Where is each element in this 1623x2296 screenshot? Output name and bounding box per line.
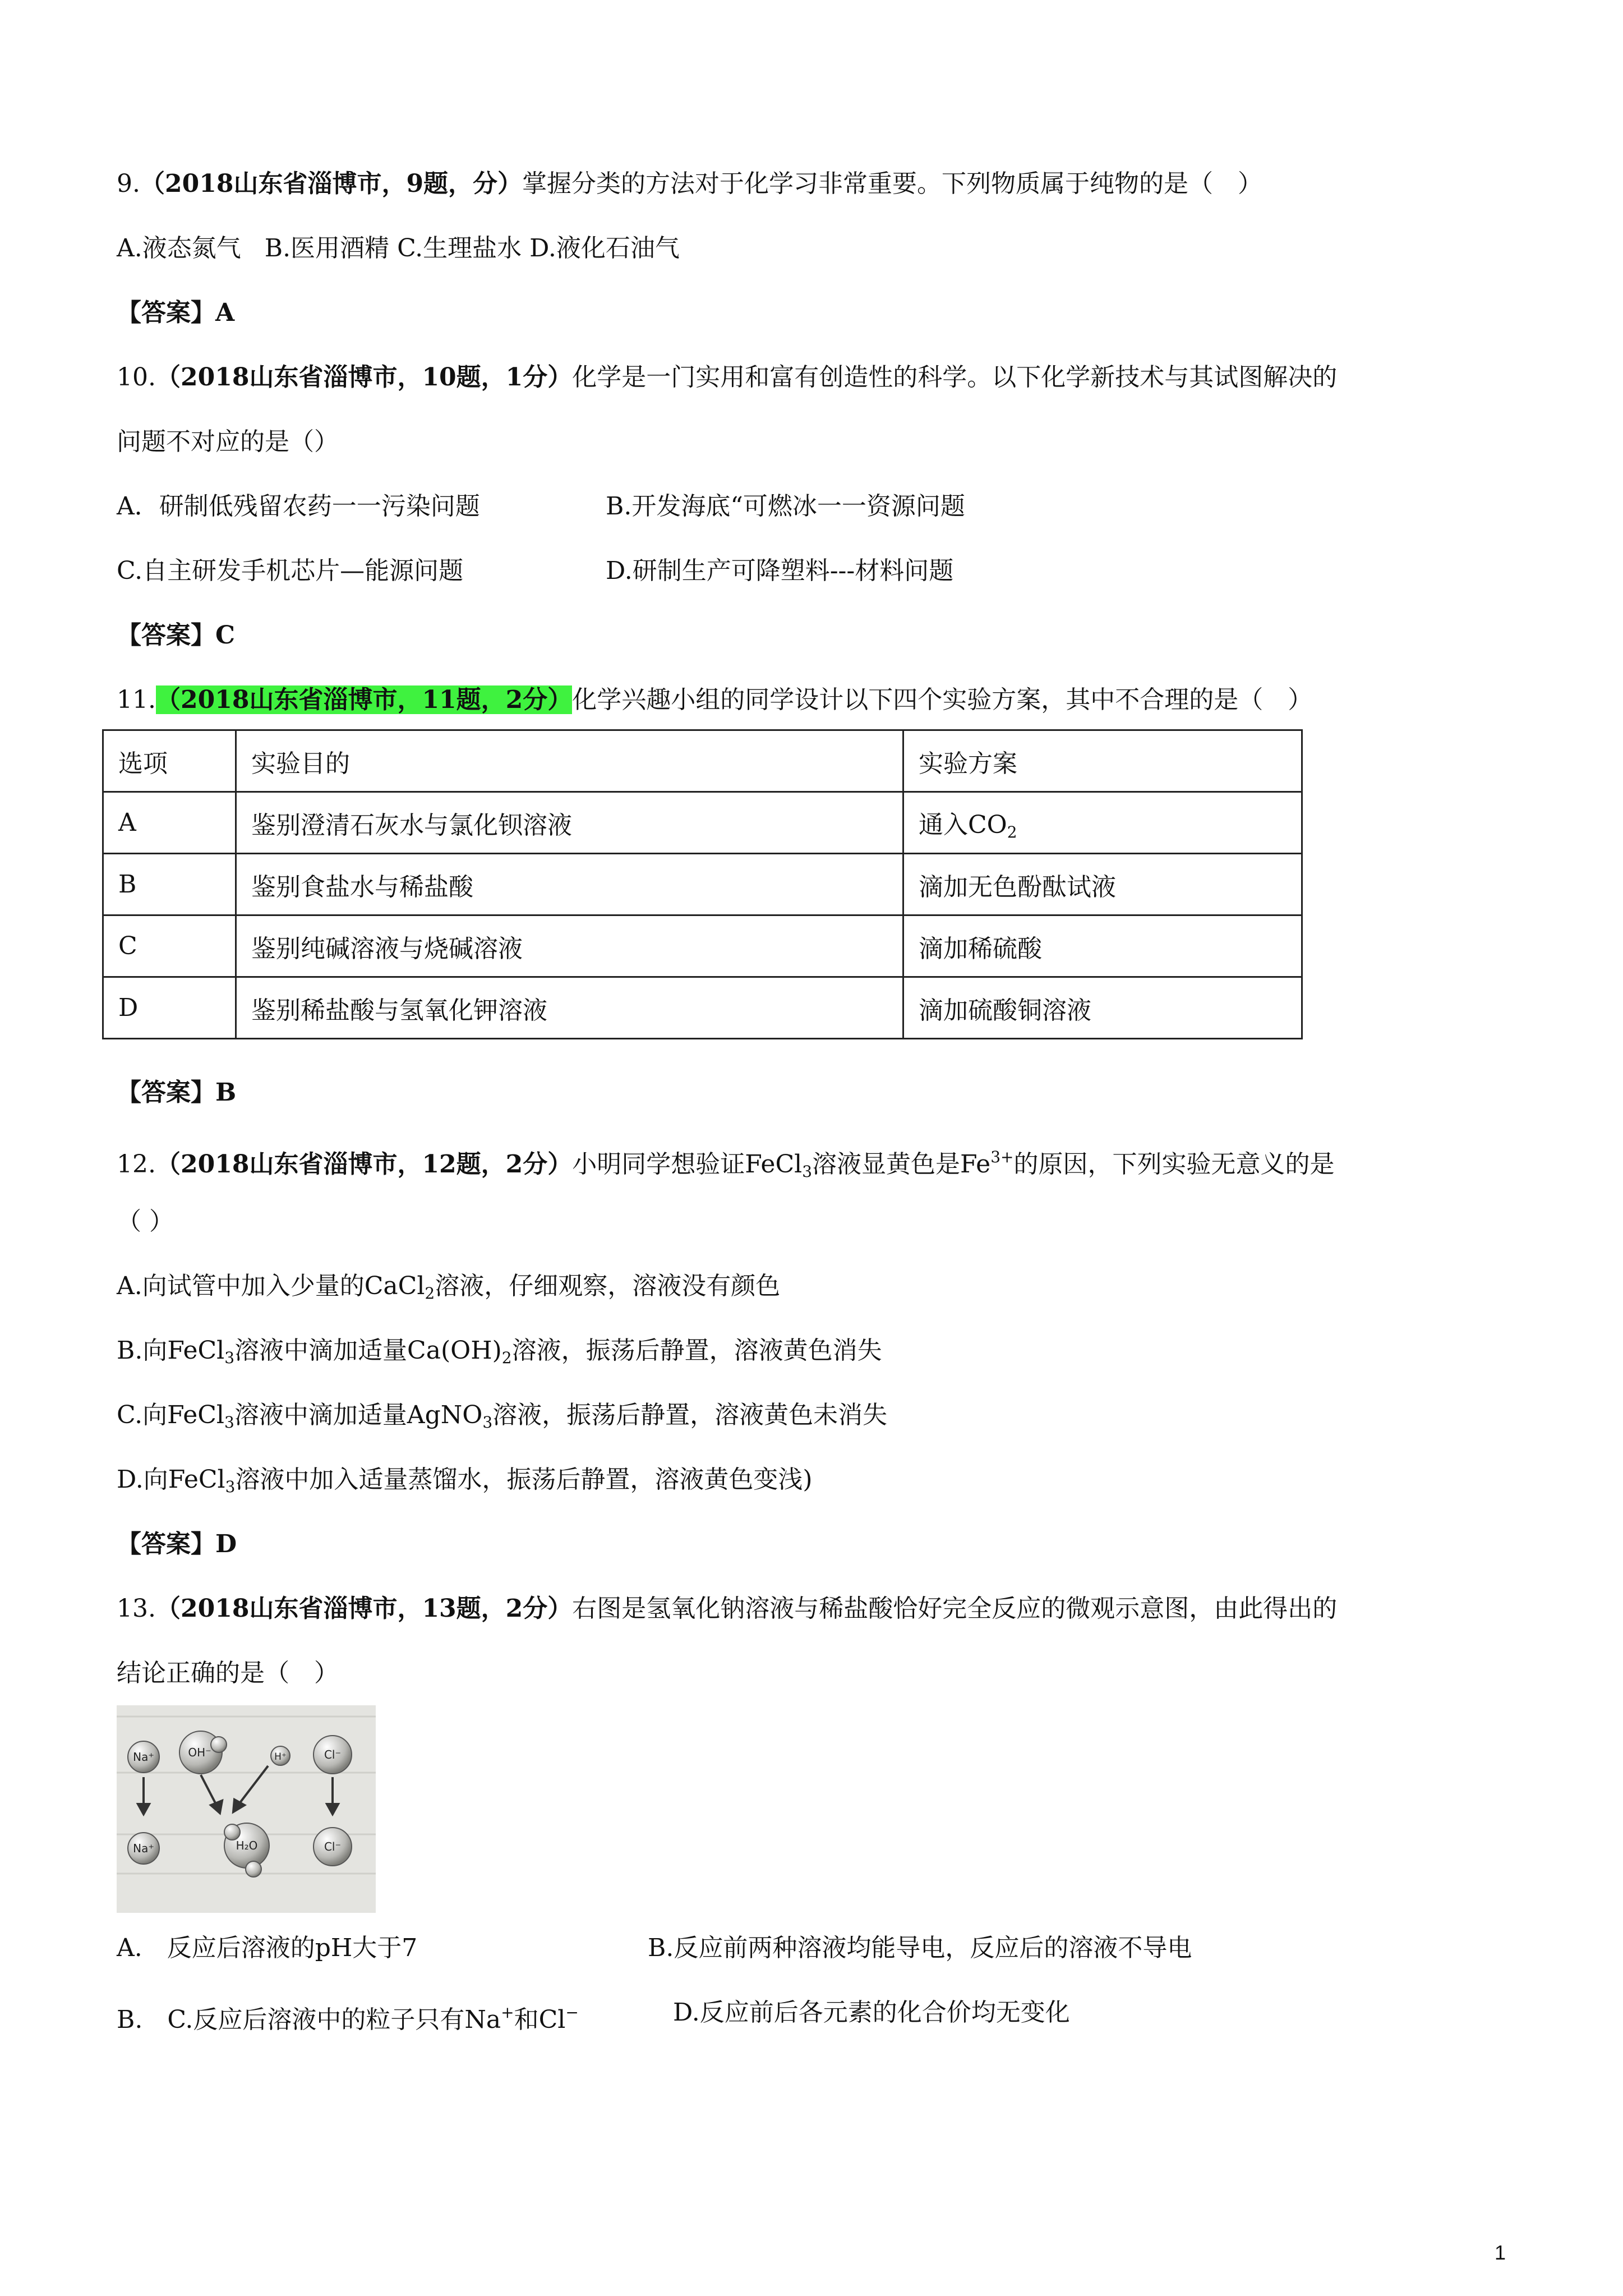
q11-experiment-table: [102, 729, 1303, 1039]
q10-source: （2018山东省淄博市，10题，1分）: [155, 363, 573, 392]
table-header-option: 选项: [103, 730, 236, 792]
q13-option-a: A. 反应后溶液的pH大于7: [117, 1934, 418, 1962]
table-cell-method: 滴加硫酸铜溶液: [903, 977, 1302, 1039]
q9-stem: 掌握分类的方法对于化学习非常重要。下列物质属于纯物的是（ ）: [522, 169, 1263, 198]
q10-stem: 化学是一门实用和富有创造性的科学。以下化学新技术与其试图解决的: [572, 363, 1338, 392]
q13-option-b: B.反应前两种溶液均能导电，反应后的溶液不导电: [648, 1934, 1192, 1962]
q10-option-d: D.研制生产可降塑料---材料问题: [606, 556, 954, 585]
na-label: Na⁺: [133, 1750, 154, 1764]
q11-stem: 化学兴趣小组的同学设计以下四个实验方案，其中不合理的是（ ）: [572, 685, 1313, 714]
q10-answer: 【答案】C: [117, 621, 236, 650]
option-superscript: −: [565, 2003, 579, 2022]
q9-options-line: [117, 232, 680, 265]
table-header-method: 实验方案: [903, 730, 1302, 792]
table-row: [103, 977, 1302, 1039]
table-cell-option: D: [103, 977, 236, 1039]
q12-stem-line: [117, 1140, 1334, 1189]
cl-label: Cl⁻: [324, 1840, 342, 1853]
q9-option-c: C.生理盐水: [397, 234, 522, 263]
q12-stem-part: 的原因，下列实验无意义的是: [1013, 1150, 1335, 1179]
na-ion-top: [128, 1741, 159, 1773]
cl-ion-top: [313, 1736, 352, 1774]
q10-stem-line: [117, 361, 1337, 394]
table-row: [103, 854, 1302, 915]
q12-stem-line-2: （ ）: [117, 1207, 174, 1236]
q12-number: 12.: [117, 1150, 156, 1179]
reaction-micro-diagram: [117, 1705, 376, 1913]
table-cell-purpose: 鉴别纯碱溶液与烧碱溶液: [236, 915, 903, 977]
table-cell-method: 滴加无色酚酞试液: [903, 854, 1302, 915]
option-superscript: +: [501, 2003, 514, 2022]
option-text: 溶液中加入适量蒸馏水，振荡后静置，溶液黄色变浅): [235, 1465, 813, 1494]
cl-ion-bottom: [313, 1828, 352, 1866]
q13-stem-line-2: 结论正确的是（ ）: [117, 1659, 339, 1687]
q11-stem-line: [117, 683, 1312, 717]
q9-stem-line: [117, 167, 1262, 201]
cl-label: Cl⁻: [324, 1748, 342, 1761]
table-header-row: [103, 730, 1302, 792]
q10-option-a: A．研制低残留农药一一污染问题: [117, 492, 480, 521]
h-label: H⁺: [274, 1751, 287, 1763]
table-cell-purpose: 鉴别澄清石灰水与氯化钡溶液: [236, 792, 903, 854]
water-molecule: [224, 1823, 269, 1877]
table-row: [103, 915, 1302, 977]
q12-option-c: [117, 1398, 887, 1439]
q13-stem-line: [117, 1592, 1337, 1626]
method-text: 通入CO: [919, 810, 1007, 839]
option-text: 溶液中滴加适量AgNO: [234, 1401, 483, 1429]
q12-stem-part: 小明同学想验证FeCl: [572, 1150, 803, 1179]
option-text: 和Cl: [514, 2005, 566, 2034]
table-row: [103, 792, 1302, 854]
q12-stem-part: 溶液显黄色是Fe: [812, 1150, 991, 1179]
q13-option-c: [117, 1996, 579, 2037]
option-text: 溶液中滴加适量Ca(OH): [234, 1336, 502, 1365]
q12-stem-subscript: 3: [802, 1162, 813, 1181]
option-text: B. C.反应后溶液中的粒子只有Na: [117, 2005, 501, 2034]
option-subscript: 2: [425, 1284, 435, 1303]
option-text: 溶液，仔细观察，溶液没有颜色: [435, 1272, 781, 1300]
na-ion-bottom: [128, 1833, 159, 1864]
q12-source: （2018山东省淄博市，12题，2分）: [155, 1150, 573, 1179]
q9-answer: 【答案】A: [117, 298, 235, 327]
q10-option-b: B.开发海底“可燃冰一一资源问题: [606, 492, 965, 521]
table-cell-purpose: 鉴别稀盐酸与氢氧化钾溶液: [236, 977, 903, 1039]
option-subscript: 3: [224, 1349, 235, 1367]
q10-number: 10.: [117, 363, 156, 392]
table-cell-option: B: [103, 854, 236, 915]
oh-label: OH⁻: [188, 1746, 211, 1759]
option-text: B.向FeCl: [117, 1336, 225, 1365]
option-text: 溶液，振荡后静置，溶液黄色未消失: [492, 1401, 888, 1429]
q12-stem-superscript: 3+: [990, 1148, 1014, 1166]
water-label: H₂O: [236, 1839, 258, 1852]
option-subscript: 3: [225, 1478, 236, 1496]
q9-source: （2018山东省淄博市，9题，分）: [140, 169, 523, 198]
option-text: 溶液，振荡后静置，溶液黄色消失: [511, 1336, 882, 1365]
method-subscript: 2: [1007, 822, 1017, 841]
option-subscript: 2: [501, 1349, 512, 1367]
q11-number: 11.: [117, 685, 156, 714]
q9-option-d: D.液化石油气: [529, 234, 680, 263]
option-text: A.向试管中加入少量的CaCl: [117, 1272, 425, 1300]
option-text: D.向FeCl: [117, 1465, 225, 1494]
q13-number: 13.: [117, 1594, 156, 1623]
table-cell-method: 滴加稀硫酸: [903, 915, 1302, 977]
table-cell-purpose: 鉴别食盐水与稀盐酸: [236, 854, 903, 915]
table-cell-option: C: [103, 915, 236, 977]
q13-source: （2018山东省淄博市，13题，2分）: [155, 1594, 573, 1623]
q11-source-highlighted: （2018山东省淄博市，11题，2分）: [155, 685, 573, 714]
na-label: Na⁺: [133, 1842, 154, 1855]
q9-option-a: A.液态氮气: [117, 234, 241, 263]
q9-number: 9.: [117, 169, 140, 198]
table-cell-method: [903, 792, 1302, 854]
q13-option-d: D.反应前后各元素的化合价均无变化: [673, 1998, 1070, 2027]
option-subscript: 3: [482, 1413, 493, 1432]
q12-option-b: [117, 1334, 882, 1375]
option-subscript: 3: [224, 1413, 234, 1432]
q13-stem: 右图是氢氧化钠溶液与稀盐酸恰好完全反应的微观示意图，由此得出的: [572, 1594, 1338, 1623]
q11-answer: 【答案】B: [117, 1078, 237, 1107]
table-cell-option: A: [103, 792, 236, 854]
h-ion: [271, 1746, 290, 1765]
q10-option-c: C.自主研发手机芯片—能源问题: [117, 556, 464, 585]
table-header-purpose: 实验目的: [236, 730, 903, 792]
oh-ion: [179, 1731, 227, 1774]
q12-option-a: [117, 1269, 780, 1310]
q9-option-b: B.医用酒精: [264, 234, 390, 263]
q12-answer: 【答案】D: [117, 1530, 237, 1558]
page-number: 1: [1495, 2241, 1506, 2264]
q12-option-d: [117, 1463, 813, 1504]
q10-stem-line-2: 问题不对应的是（）: [117, 427, 339, 456]
option-text: C.向FeCl: [117, 1401, 224, 1429]
